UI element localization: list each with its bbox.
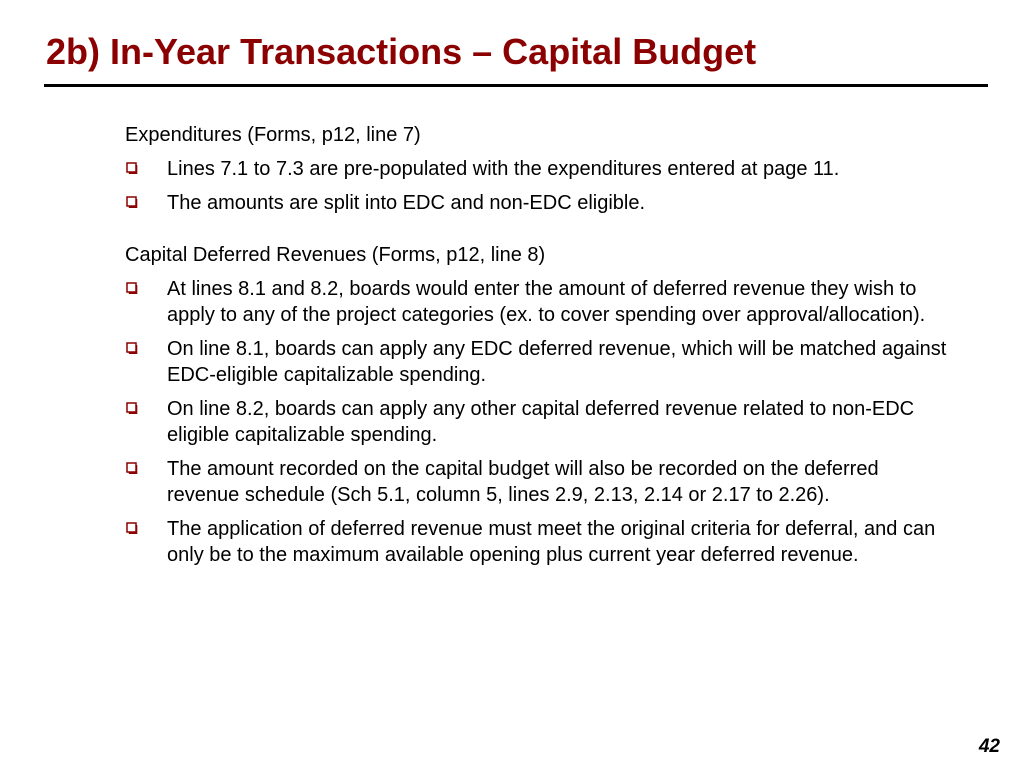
section-heading: Capital Deferred Revenues (Forms, p12, line 8) (125, 244, 546, 266)
section-capital-deferred-revenues (125, 242, 955, 568)
bullet-text: On line 8.2, boards can apply any other capital deferred revenue related to non-EDC eligible capitalizable spending. (167, 398, 915, 446)
bullet-text: The amount recorded on the capital budget will also be recorded on the deferred revenue schedule (Sch 5.1, column 5, lines 2.9, 2.13, 2.14 or 2.17 to 2.26). (167, 458, 879, 506)
hollow-square-bullet-icon (126, 522, 138, 534)
hollow-square-bullet-icon (126, 402, 138, 414)
hollow-square-bullet-icon (126, 162, 138, 174)
bullet-list (125, 276, 955, 568)
bullet-text: The amounts are split into EDC and non-EDC eligible. (167, 192, 646, 214)
bullet-item (125, 516, 955, 568)
bullet-item (125, 396, 955, 448)
hollow-square-bullet-icon (126, 196, 138, 208)
section-heading: Expenditures (Forms, p12, line 7) (125, 124, 421, 146)
bullet-item (125, 456, 955, 508)
hollow-square-bullet-icon (126, 282, 138, 294)
title-underline-rule (44, 84, 988, 87)
bullet-list (125, 156, 955, 216)
slide-content (125, 122, 955, 576)
bullet-item (125, 190, 955, 216)
bullet-text: At lines 8.1 and 8.2, boards would enter the amount of deferred revenue they wish to apply to any of the project categories (ex. to cover spending over approval/allocation). (167, 278, 926, 326)
bullet-item (125, 336, 955, 388)
section-expenditures (125, 122, 955, 216)
bullet-text: Lines 7.1 to 7.3 are pre-populated with the expenditures entered at page 11. (167, 158, 840, 180)
hollow-square-bullet-icon (126, 462, 138, 474)
bullet-item (125, 156, 955, 182)
slide-title: 2b) In-Year Transactions – Capital Budget (46, 31, 757, 72)
hollow-square-bullet-icon (126, 342, 138, 354)
slide-page-number: 42 (978, 736, 1000, 757)
bullet-item (125, 276, 955, 328)
bullet-text: On line 8.1, boards can apply any EDC deferred revenue, which will be matched against EDC-eligible capitalizable spending. (167, 338, 947, 386)
bullet-text: The application of deferred revenue must meet the original criteria for deferral, and can only be to the maximum available opening plus current year deferred revenue. (167, 518, 936, 566)
